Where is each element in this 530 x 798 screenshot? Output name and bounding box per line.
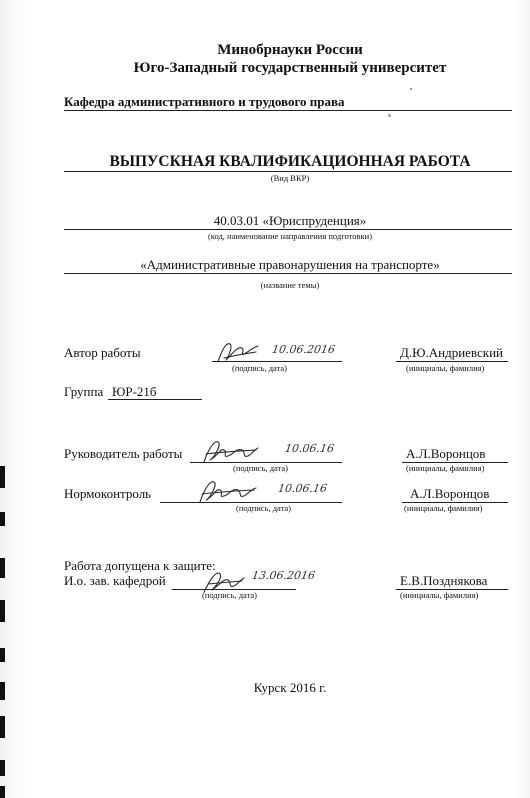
topic-caption: (название темы)	[260, 280, 320, 290]
head-name-caption: (инициалы, фамилия)	[400, 590, 479, 600]
work-type-caption: (Вид ВКР)	[270, 173, 310, 183]
supervisor-name-caption: (инициалы, фамилия)	[406, 463, 485, 473]
normcontrol-name: А.Л.Воронцов	[410, 486, 490, 501]
topic-title: «Административные правонарушения на транспорте»	[140, 257, 440, 272]
direction-code: 40.03.01 «Юриспруденция»	[213, 213, 367, 228]
head-sign-caption: (подпись, дата)	[202, 590, 258, 600]
normcontrol-sign-caption: (подпись, дата)	[236, 503, 292, 513]
author-name: Д.Ю.Андриевский	[400, 345, 503, 360]
direction-caption: (код, наименование направления подготовки)	[207, 231, 373, 241]
author-name-line	[396, 361, 508, 362]
author-label: Автор работы	[64, 345, 141, 360]
normcontrol-sign-date: 10.06.16	[277, 482, 328, 495]
author-sign-caption: (подпись, дата)	[232, 363, 288, 373]
university-name: Юго-Западный государственный университет	[133, 60, 447, 76]
normcontrol-label: Нормоконтроль	[64, 486, 152, 501]
supervisor-sign-caption: (подпись, дата)	[233, 463, 289, 473]
head-sign-date: 13.06.2016	[251, 569, 316, 582]
head-label: И.о. зав. кафедрой	[64, 573, 166, 588]
author-sign-line	[212, 361, 342, 362]
supervisor-sign-date: 10.06.16	[284, 442, 335, 455]
direction-underline	[64, 229, 512, 230]
group-value: ЮР-21б	[112, 384, 157, 399]
topic-underline	[64, 273, 512, 274]
admission-label: Работа допущена к защите:	[64, 558, 216, 573]
city-year: Курск 2016 г.	[253, 680, 327, 695]
department-name: Кафедра административного и трудового права	[64, 94, 345, 109]
author-sign-date: 10.06.2016	[271, 343, 336, 356]
binding-marks	[0, 460, 6, 798]
group-label: Группа	[64, 384, 104, 399]
supervisor-name: А.Л.Воронцов	[406, 446, 486, 461]
department-underline	[64, 110, 512, 111]
group-underline	[108, 399, 202, 400]
normcontrol-name-caption: (инициалы, фамилия)	[404, 503, 483, 513]
work-title-underline	[64, 171, 512, 172]
work-title: ВЫПУСКНАЯ КВАЛИФИКАЦИОННАЯ РАБОТА	[109, 153, 471, 170]
head-name: Е.В.Позднякова	[400, 573, 488, 588]
ministry-name: Минобрнауки России	[217, 42, 363, 58]
author-name-caption: (инициалы, фамилия)	[406, 363, 485, 373]
supervisor-label: Руководитель работы	[64, 446, 183, 461]
